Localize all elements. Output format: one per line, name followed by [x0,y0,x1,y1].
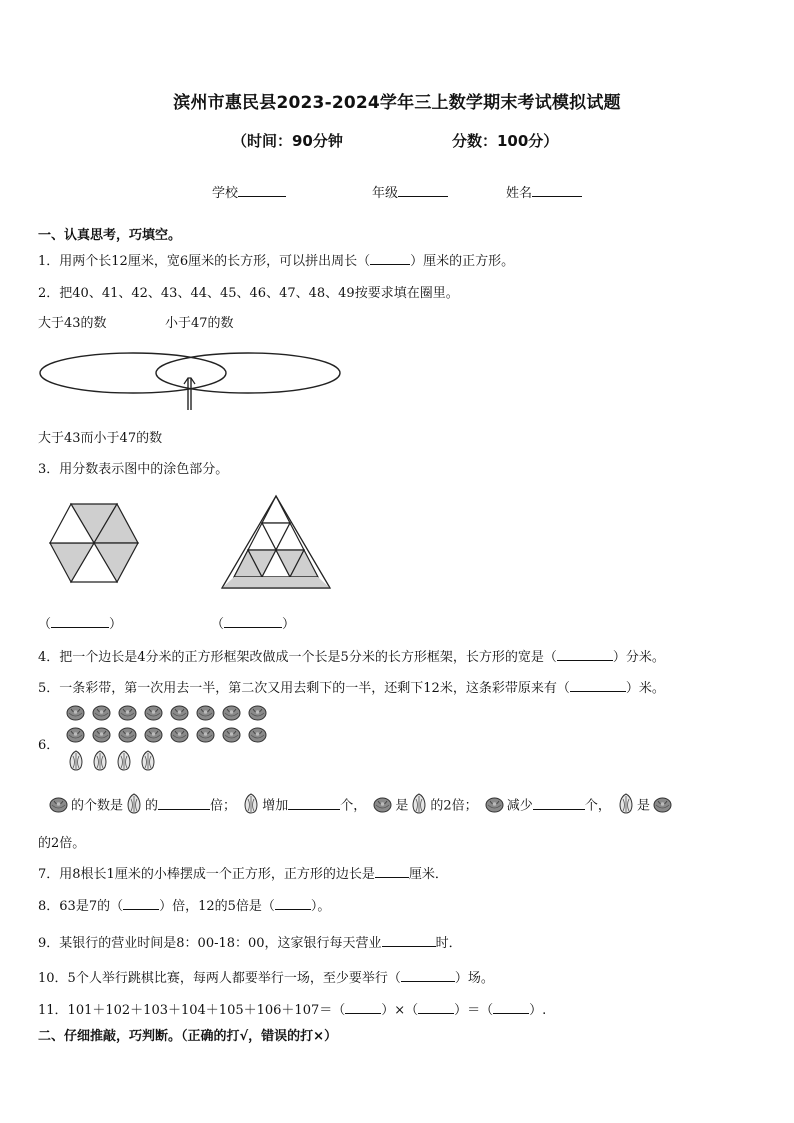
section1-heading: 一、认真思考，巧填空。 [38,228,182,243]
bulb-icon [411,793,427,819]
question-3: 3．用分数表示图中的涂色部分。 [38,462,229,477]
bulb-icon [618,793,634,819]
venn-diagram [38,348,348,412]
question-11: 11．101＋102＋103＋104＋105＋106＋107＝（ ）×（ ）＝（ ）. [38,1003,547,1018]
garlic-icon [66,704,85,725]
garlic-icon [196,726,215,747]
question-2: 2．把40、41、42、43、44、45、46、47、48、49按要求填在圈里。 [38,286,459,301]
garlic-icon [196,704,215,725]
garlic-row-2 [66,726,267,747]
garlic-icon [485,796,504,817]
grade-field [372,182,448,201]
bulb-row [68,750,156,776]
question-5: 5．一条彩带，第一次用去一半，第二次又用去剩下的一半，还剩下12米，这条彩带原来有（ ）米。 [38,681,665,696]
garlic-icon [92,726,111,747]
hexagon-figure [48,502,140,584]
bulb-icon [126,793,142,819]
question-4: 4．把一个边长是4分米的正方形框架改做成一个长是5分米的长方形框架，长方形的宽是（ ）分米。 [38,650,665,665]
question-7: 7．用8根长1厘米的小棒摆成一个正方形，正方形的边长是 厘米． [38,867,448,882]
garlic-icon [222,704,241,725]
question-6-end: 的2倍。 [38,836,86,851]
label-between-43-47: 大于43而小于47的数 [38,431,163,446]
garlic-icon [144,726,163,747]
question-6-line: 的个数是 的 倍； 增加 个， 是 的2倍； 减少 个， 是 [46,793,675,819]
garlic-icon [248,704,267,725]
school-field [212,182,286,201]
grade-label: 年级 [372,186,399,201]
question-8: 8．63是7的（ ）倍，12的5倍是（ ）。 [38,899,331,914]
question-1: 1．用两个长12厘米，宽6厘米的长方形，可以拼出周长（ ）厘米的正方形。 [38,254,515,269]
school-label: 学校 [212,186,239,201]
garlic-icon [248,726,267,747]
garlic-icon [653,796,672,817]
garlic-icon [373,796,392,817]
question-10: 10．5个人举行跳棋比赛，每两人都要举行一场，至少要举行（ ）场。 [38,971,494,986]
bulb-icon [68,750,84,776]
label-greater-43: 大于43的数 [38,316,107,331]
name-field [506,182,582,201]
score-label: 分数：100分） [452,132,559,150]
section2-heading: 二、仔细推敲，巧判断。（正确的打√，错误的打×） [38,1029,338,1044]
garlic-icon [170,704,189,725]
bulb-icon [92,750,108,776]
bulb-icon [116,750,132,776]
garlic-icon [222,726,241,747]
garlic-icon [92,704,111,725]
garlic-icon [118,726,137,747]
answer-hexagon: （ ） [38,617,123,632]
question-6-number: 6． [38,738,60,753]
name-label: 姓名 [506,186,533,201]
answer-triangle: （ ） [211,617,296,632]
garlic-icon [170,726,189,747]
bulb-icon [140,750,156,776]
page-title: 滨州市惠民县2023-2024学年三上数学期末考试模拟试题 [173,93,621,113]
garlic-icon [118,704,137,725]
label-less-47: 小于47的数 [165,316,234,331]
question-9: 9．某银行的营业时间是8：00-18：00，这家银行每天营业 时． [38,936,462,951]
garlic-icon [66,726,85,747]
time-label: （时间：90分钟 [232,132,343,150]
triangle-overlay [220,494,332,590]
garlic-row-1 [66,704,267,725]
bulb-icon [243,793,259,819]
garlic-icon [49,796,68,817]
garlic-icon [144,704,163,725]
